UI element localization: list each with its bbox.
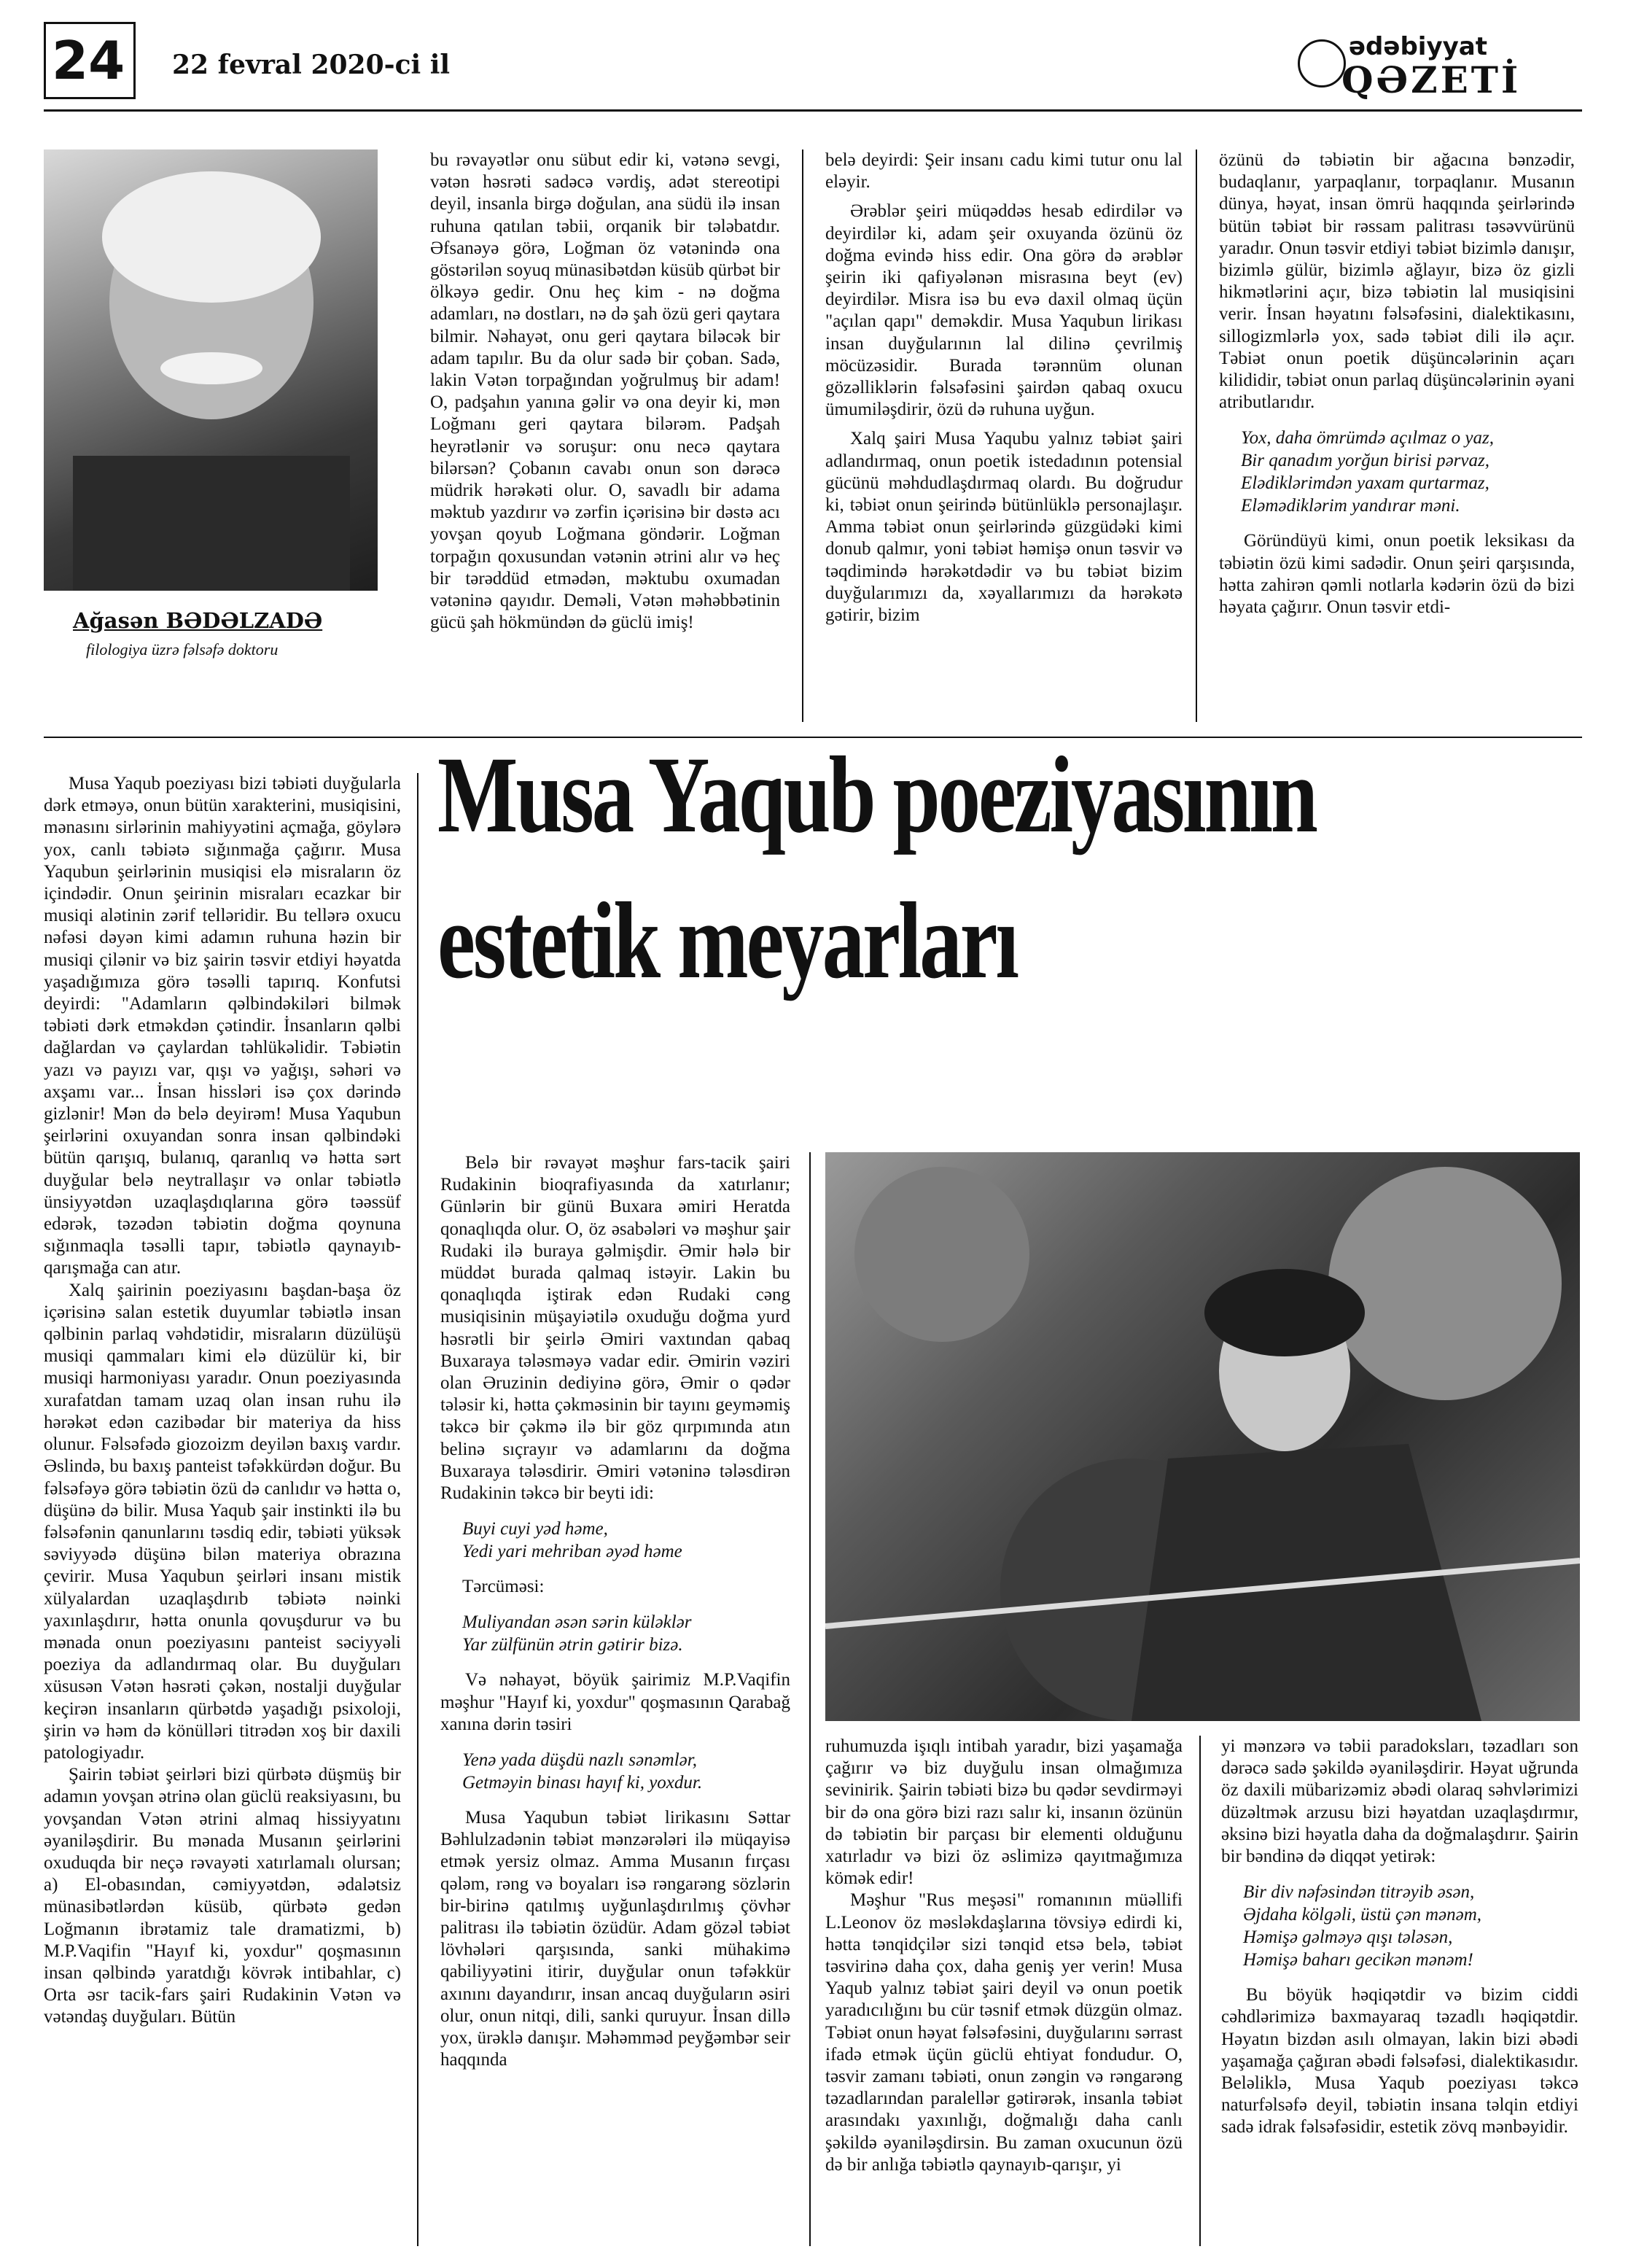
author-photo: [44, 149, 378, 591]
headline-line2: estetik meyarları: [437, 880, 1017, 1001]
column-left: [44, 773, 401, 2029]
poem-stanza: Yenə yada düşdü nazlı sənəmlər, Getməyin binası hayıf ki, yoxdur.: [462, 1750, 703, 1793]
paragraph: Musa Yaqub poeziyası bizi təbiəti duyğularla dərk etməyə, onun bütün xarakterini, musiqisini, mənasını sirlərinin mahiyyətini açmağa, göylərə yox, canlı təbiətə sığınmağa çağırır. Musa Yaqubun şeirlərinin musiqisi elə misraların öz içindədir. Onun şeirinin misraları ecazkar bir musiqi alətinin zərif telləridir. Bu tellərə oxucu nəfəsi dəyən kimi adamın ruhuna həzin bir musiqi çilənir və biz şairin təsvir etdiyi həyatda yaşadığımıza görə təsəlli tapırıq. Konfutsi deyirdi: "Adamların qəlbindəkiləri bilmək təbiəti dərk etməkdən çətindir. İnsanların qəlbi dağlardan və çaylardan təhlükəlidir. Təbiətin yazı və payızı var, qışı və yağışı, səhəri və axşamı var... İnsan hissləri isə çox dərində gizlənir! Mən də belə deyirəm! Musa Yaqubun şeirlərini oxuyandan sonra insan qəlbindəki bütün qarışıq, bulanıq, qaranlıq və hətta sərt duyğular belə neytrallaşır və onlar təbiətlə ünsiyyətdən uzaqlaşdıqlarına görə təəssüf edərək, təzədən təbiətin doğma qoynuna sığınmaqla təsəlli tapır, təbiətlə qaynayıb-qarışmağa can atır.: [44, 774, 401, 1278]
poet-photo: [825, 1152, 1580, 1721]
newspaper-logo: [1298, 32, 1575, 105]
paragraph: Musa Yaqubun təbiət lirikasını Səttar Bəhlulzadənin təbiət mənzərələri ilə müqayisə etmək yersiz olmaz. Amma Musanın fırçası qələm, rəng və boyaları isə rəngarəng sözlərin bir-birinə qatılmış uyğunlaşdırılmış çövhər palitrası ilə təbiətin özüdür. Adam gözəl təbiət lövhələri qarşısında, sanki mühakimə qabiliyyətini itirir, duyğular onun təfəkkür axınını dayandırır, insan ancaq duyğuların əsiri olur, onun nitqi, dili, sanki quruyur. İnsan dillə yox, ürəklə danışır. Məhəmməd peyğəmbər seir haqqında: [440, 1808, 790, 2070]
poem-stanza: Yox, daha ömrümdə açılmaz o yaz, Bir qanadım yorğun birisi pərvaz, Elədiklərimdən yaxam qurtarmaz, Eləmədiklərim yandırar məni.: [1241, 428, 1494, 516]
logo-line2: QƏZETİ: [1341, 58, 1522, 101]
paragraph: Məşhur "Rus meşəsi" romanının müəllifi L.Leonov öz məsləkdaşlarına tövsiyə edirdi ki, hətta tənqidçilər sizi tənqid etsə belə, təbiət təsvirinə daha çox, daha geniş yer verin! Musa Yaqub yalnız təbiət şairi deyil və onun poetik yaradıcılığını bu cür təsnif etmək düzgün olmaz. Təbiət onun həyat fəlsəfəsini, duyğularını sərrast ifadə etmək üçün güclü ehtiyat fondudur. O, təsvir zamanı təbiəti, onun zəngin və rəngarəng təzadlarından paralellər gətirərək, insanla təbiət arasındakı yaxınlığı, doğmalığı daha canlı şəkildə əyaniləşdirsin. Bu zaman oxucunun özü də bir anlığa təbiətlə qaynayıb-qarışır, yi: [825, 1890, 1183, 2175]
column-rule: [1196, 149, 1197, 722]
paragraph: Xalq şairinin poeziyasını başdan-başa öz içərisinə salan estetik duyumlar təbiətlə insan qəlbinin parlaq vəhdətidir, misraların düzülüşü musiqi qammaları kimi elə düzülür ki, bir musiqi harmoniyası yaradır. Onun poeziyasında xurafatdan tamam uzaq olan insan ruhu ilə hərəkət edən cazibədar bir materiya da hiss olunur. Fəlsəfədə giozoizm deyilən baxış vardır. Əslində, bu baxış panteist təfəkkürdən doğur. Bu fəlsəfəyə görə təbiətin özü də canlıdır və hətta o, düşünə də bilir. Musa Yaqub şair instinkti ilə bu fəlsəfənin qanunlarını təsdiq edir, təbiəti yüksək səviyyədə düşünə bilən materiya obrazına çevirir. Musa Yaqubun şeirləri insanı mistik xülyalardan uzaqlaşdırıb təbiətə nəinki yaxınlaşdırır, hətta onunla qovuşdurur və bu mənada onun poeziyasını panteist səciyyəli poeziya da adlandırmaq olar. Bu duyğuları xüsusən Vətən həsrəti çəkən, nostalji duyğular keçirən insanların qürbətdə yaşadığı psixoloji, şirin və həm də könülləri titrədən xoş bir daxili patologiyadır.: [44, 1280, 401, 1763]
paragraph: Və nəhayət, böyük şairimiz M.P.Vaqifin məşhur "Hayıf ki, yoxdur" qoşmasının Qarabağ xanına dərin təsiri: [440, 1670, 790, 1734]
author-title: filologiya üzrə fəlsəfə doktoru: [86, 640, 279, 659]
paragraph: belə deyirdi: Şeir insanı cadu kimi tutur onu lal eləyir.: [825, 150, 1183, 193]
paragraph: yi mənzərə və təbii paradoksları, təzadları son dərəcə sadə şəkildə əyaniləşdirir. Həyat uğrunda öz daxili mübarizəmiz əbədi olaraq səhvlərimizi düzəltmək arzusu bizi həyatdan uzaqlaşdırmır, əksinə bizi həyatla daha da doğmalaşdırır. Şairin bir bəndinə də diqqət yetirək:: [1221, 1736, 1578, 1867]
article-headline: [437, 734, 1604, 1001]
poem-stanza: Bir div nəfəsindən titrəyib əsən, Əjdaha kölgəli, üstü çən mənəm, Həmişə gəlməyə qışı tələsən, Həmişə baharı gecikən mənəm!: [1243, 1882, 1482, 1970]
column-top-2: [430, 149, 780, 634]
column-rule: [809, 1152, 811, 2246]
paragraph: Şairin təbiət şeirləri bizi qürbətə düşmüş bir adamın yovşan ətrinə olan güclü reaksiyasını, bu yovşandan Vətən ətrini almaq hissiyyatını əyaniləşdirir. Bu mənada Musanın şeirlərini oxuduqda bir neçə rəvayəti xatırlamalı olursan; a) El-obasından, cəmiyyətdən, ədalətsiz münasibətlərdən küsüb, qürbətə gedən Loğmanın ibrətamiz tale dramatizmi, b) M.P.Vaqifin "Hayıf ki, yoxdur" qoşmasının insan qəlbində yaratdığı kövrək intibahlar, c) Orta əsr tacik-fars şairi Rudakinin Vətən və vətəndaş duyğuları. Bütün: [44, 1765, 401, 2027]
poem-stanza: Buyi cuyi yəd həme, Yedi yari mehriban əyəd həme: [462, 1519, 682, 1562]
page-number: 24: [52, 30, 125, 91]
column-bottom-3: [825, 1736, 1183, 2176]
paragraph: Göründüyü kimi, onun poetik leksikası da təbiətin özü kimi sadədir. Onun şeiri qarşısında, hətta zahirən qəmli notlarla kədərin özü də bizi həyata çağırır. Onun təsvir etdi-: [1219, 531, 1575, 618]
poet-photo-illustration: [825, 1152, 1580, 1721]
translation-label: Tərcüməsi:: [462, 1577, 545, 1597]
paragraph: özünü də təbiətin bir ağacına bənzədir, budaqlanır, yarpaqlanır, torpaqlanır. Musanın dünya, həyat, insan ömrü haqqında şeirlərində bütün təbiət bir rəssam palitrası təsəvvürünü yaradır. Onun təsvir etdiyi təbiət bizimlə danışır, bizimlə gülür, bizimlə ağlayır, bizə öz gizli hikmətlərini açır, bizə təbiətin lal musiqisini verir. İnsan həyatını fəlsəfəsini, dialektikasını, sillogizmlərlə yox, sadə təbiət dili ilə açır. Təbiət onun poetik düşüncələrinin açarı kilididir, təbiət onun parlaq düşüncələrinin əyani atributlarıdır.: [1219, 150, 1575, 413]
column-middle: [440, 1152, 790, 2072]
column-bottom-4: [1221, 1736, 1578, 2139]
logo-line1: ədəbiyyat: [1349, 32, 1487, 61]
column-top-4: [1219, 149, 1575, 618]
poem-stanza: Muliyandan əsən sərin küləklər Yar zülfünün ətrin gətirir bizə.: [462, 1612, 692, 1655]
paragraph: Xalq şairi Musa Yaqubu yalnız təbiət şairi adlandırmaq, onun poetik istedadının potensial gücünü məhdudlaşdırmaq olardı. Bu doğrudur ki, təbiət onun şeirində bütünlüklə personajlaşır. Amma təbiət onun şeirlərində güzgüdəki kimi donub qalmır, yoni təbiət həmişə onun təsvir və təqdimində hərəkətdədir və bu təbiət bizim duyğularımızı da, xəyallarımızı da hərəkətə gətirir, bizim: [825, 429, 1183, 626]
column-rule: [1199, 1736, 1201, 2246]
column-rule: [802, 149, 803, 722]
headline-line1: Musa Yaqub poeziyasının: [437, 734, 1316, 855]
paragraph: ruhumuzda işıqlı intibah yaradır, bizi yaşamağa çağırır və biz duyğulu insan olmağımıza sevinirik. Şairin təbiəti bizə bu qədər sevdirməyi bir də ona görə bizi razı salır ki, insanın özünün də təbiətin bir parçası bir elementi olduğunu xatırladır və bizi öz əslimizə qayıtmağımıza kömək edir!: [825, 1736, 1183, 1889]
column-rule: [417, 773, 418, 2246]
paragraph: Ərəblər şeiri müqəddəs hesab edirdilər və deyirdilər ki, adam şeir oxuyanda özünü öz doğma evində hiss edir. Ona görə də ərəblər şeirin iki qafiyələnən misrasına beyt (ev) deyirdilər. Misra isə bu evə daxil olmaq üçün "açılan qapı" deməkdir. Musa Yaqubun lirikası insan duyğularının lal dilinə çevrilmiş möcüzəsidir. Burada tərənnüm olunan gözəlliklərin fəlsəfəsini şairdən qabaq oxucu ümumiləşdirir, özü də ruhuna uyğun.: [825, 201, 1183, 420]
page-number-badge: [44, 22, 136, 99]
logo-globe-icon: [1298, 39, 1346, 88]
paragraph: bu rəvayətlər onu sübut edir ki, vətənə sevgi, vətən həsrəti sadəcə vərdiş, adət stereotipi deyil, insanla birgə doğulan, ana südü ilə insan ruhuna qatılan təbii, orqanik bir tələbatdır. Əfsanəyə görə, Loğman öz vətənində ona göstərilən soyuq münasibətdən küsüb qürbət bir ölkəyə gedir. Onu heç kim - nə doğma adamları, nə dostları, nə də şah özü geri qaytara bilmir. Nəhayət, onu geri qaytara biləcək bir adam tapılır. Bu da olur sadə bir çoban. Sadə, lakin Vətən torpağından yoğrulmuş bir adam! O, padşahın yanına gəlir və ona deyir ki, mən Loğmanı geri qaytara bilərəm. Padşah heyrətlənir və soruşur: onu necə qaytara bilərsən? Çobanın cavabı onun son dərəcə müdrik hərəkəti olur. O, savadlı bir adama məktub yazdırır və zərfin içərisinə bir dəstə acı yovşan qoyub Loğmana göndərir. Loğman torpağın qoxusundan vətənin ətrini alır və heç bir tərəddüd etmədən, məktubu oxumadan vətəninə qayıdır. Deməli, Vətən məhəbbətinin gücü şah hökmündən də güclü imiş!: [430, 150, 780, 633]
paragraph: Belə bir rəvayət məşhur fars-tacik şairi Rudakinin bioqrafiyasında da xatırlanır; Günlərin bir günü Buxara əmiri Heratda qonaqlıqda olur. O, öz əsabələri və məşhur şair Rudaki ilə buraya gəlmişdir. Əmir hələ bir müddət burada qalmaq istəyir. Lakin bu qonaqlıqda iştirak edən Rudaki cəng musiqisinin müşayiətilə oxuduğu doğma yurd həsrətli bir şeirlə Əmiri vaxtından qabaq Buxaraya tələsməyə vadar edir. Əmirin vəziri olan Əruzinin dediyinə görə, Əmir o qədər tələsir ki, hətta çəkməsinin bir tayını geyməmiş təkcə bir çəkmə ilə bir göz qırpımında atın belinə sıçrayır və adamlarını da doğma Buxaraya tələsdirir. Əmiri vətəninə tələsdirən Rudakinin təkcə bir beyti idi:: [440, 1153, 790, 1504]
column-top-3: [825, 149, 1183, 626]
author-portrait-illustration: [44, 149, 378, 591]
paragraph: Bu böyük həqiqətdir və bizim ciddi cəhdlərimizə baxmayaraq təzadlı həqiqətdir. Həyatın bizdən asılı olmayan, lakin bizi əbədi yaşamağa çağıran əbədi fəlsəfəsi, dialektikasıdır. Beləliklə, Musa Yaqub poeziyası təkcə naturfəlsəfə deyil, təbiətin insana təlqin etdiyi sadə idrak fəlsəfəsidir, estetik zövq mənbəyidir.: [1221, 1985, 1578, 2137]
header-rule: [44, 109, 1582, 112]
issue-date: 22 fevral 2020-ci il: [172, 50, 451, 80]
author-name: Ağasən BƏDƏLZADƏ: [73, 608, 323, 633]
